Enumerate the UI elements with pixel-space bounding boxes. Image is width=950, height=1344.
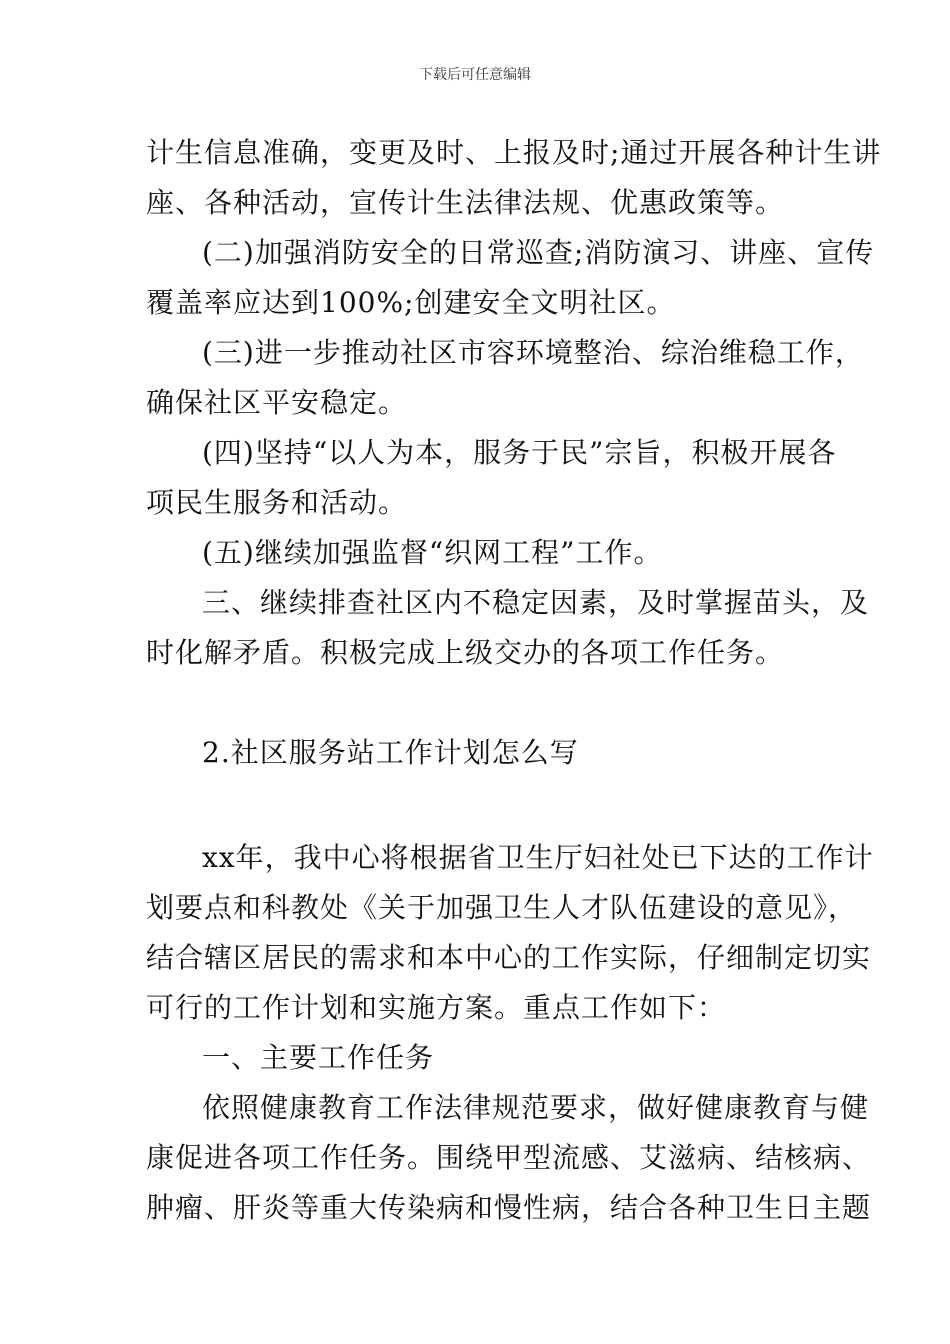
paragraph-line: (四)坚持“以人为本，服务于民”宗旨，积极开展各 — [202, 436, 837, 469]
paragraph-line: (五)继续加强监督“织网工程”工作。 — [202, 536, 663, 569]
paragraph-line: 可行的工作计划和实施方案。重点工作如下： — [146, 991, 727, 1024]
page-header: 下载后可任意编辑 — [419, 67, 531, 83]
section-heading: 2.社区服务站工作计划怎么写 — [202, 736, 579, 769]
paragraph-line: 肿瘤、肝炎等重大传染病和慢性病，结合各种卫生日主题 — [146, 1191, 872, 1224]
paragraph-line: 计生信息准确，变更及时、上报及时;通过开展各种计生讲 — [146, 136, 882, 169]
paragraph-line: 划要点和科教处《关于加强卫生人才队伍建设的意见》， — [146, 891, 858, 924]
paragraph-line: 康促进各项工作任务。围绕甲型流感、艾滋病、结核病、 — [146, 1141, 872, 1174]
paragraph-line: 座、各种活动，宣传计生法律法规、优惠政策等。 — [146, 186, 785, 219]
paragraph-line: (三)进一步推动社区市容环境整治、综治维稳工作， — [202, 336, 864, 369]
spacer — [146, 778, 810, 833]
paragraph-line: xx年，我中心将根据省卫生厅妇社处已下达的工作计 — [202, 841, 874, 874]
paragraph-line: (二)加强消防安全的日常巡查;消防演习、讲座、宣传 — [202, 236, 875, 269]
paragraph-line: 时化解矛盾。积极完成上级交办的各项工作任务。 — [146, 636, 785, 669]
paragraph-line: 结合辖区居民的需求和本中心的工作实际，仔细制定切实 — [146, 941, 872, 974]
spacer — [146, 678, 810, 728]
paragraph-line: 覆盖率应达到100%;创建安全文明社区。 — [146, 286, 676, 319]
document-body — [146, 128, 882, 1233]
paragraph-line: 确保社区平安稳定。 — [146, 386, 408, 419]
paragraph-line: 三、继续排查社区内不稳定因素，及时掌握苗头，及 — [202, 586, 870, 619]
paragraph-line: 项民生服务和活动。 — [146, 486, 408, 519]
paragraph-line: 依照健康教育工作法律规范要求，做好健康教育与健 — [202, 1091, 870, 1124]
subsection-heading: 一、主要工作任务 — [202, 1041, 435, 1074]
